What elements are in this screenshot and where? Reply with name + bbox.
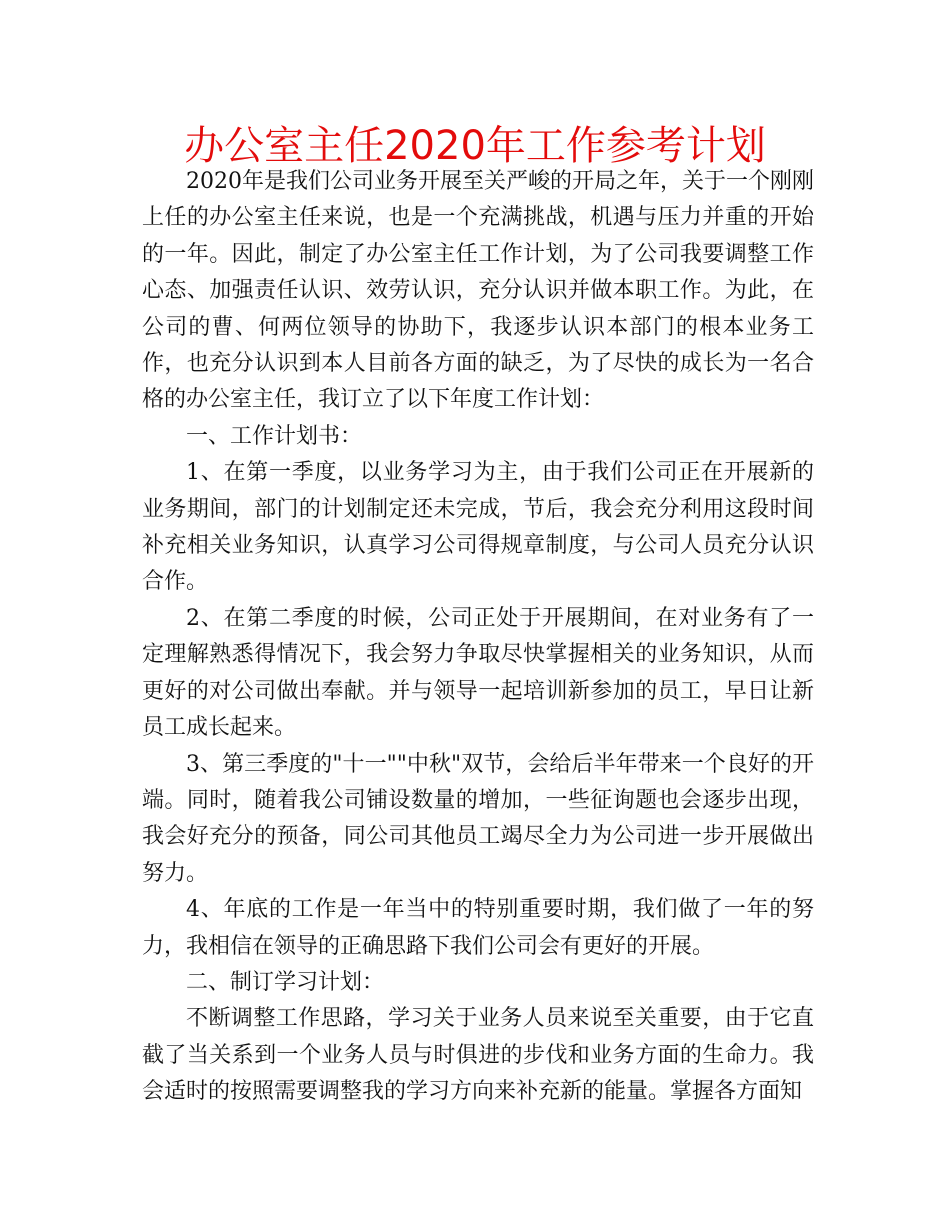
paragraph-q1: 1、在第一季度，以业务学习为主，由于我们公司正在开展新的业务期间，部门的计划制定还未完成，节后，我会充分利用这段时间补充相关业务知识，认真学习公司得规章制度，与公司人员充分认识合作。 bbox=[142, 460, 814, 595]
document-title: 办公室主任2020年工作参考计划 bbox=[184, 123, 766, 169]
paragraph-q3: 3、第三季度的"十一""中秋"双节，会给后半年带来一个良好的开端。同时，随着我公司铺设数量的增加，一些征询题也会逐步出现，我会好充分的预备，同公司其他员工竭尽全力为公司进一步开展做出努力。 bbox=[142, 751, 814, 886]
section-heading-work-plan: 一、工作计划书： bbox=[186, 423, 363, 449]
document-body bbox=[142, 164, 814, 1111]
paragraph-q4: 4、年底的工作是一年当中的特别重要时期，我们做了一年的努力，我相信在领导的正确思路下我们公司会有更好的开展。 bbox=[142, 897, 814, 959]
paragraph-intro: 2020年是我们公司业务开展至关严峻的开局之年，关于一个刚刚上任的办公室主任来说，也是一个充满挑战，机遇与压力并重的开始的一年。因此，制定了办公室主任工作计划，为了公司我要调整工作心态、加强责任认识、效劳认识，充分认识并做本职工作。为此，在公司的曹、何两位领导的协助下，我逐步认识本部门的根本业务工作，也充分认识到本人目前各方面的缺乏，为了尽快的成长为一名合格的办公室主任，我订立了以下年度工作计划： bbox=[142, 169, 814, 413]
paragraph-study: 不断调整工作思路，学习关于业务人员来说至关重要，由于它直截了当关系到一个业务人员与时俱进的步伐和业务方面的生命力。我会适时的按照需要调整我的学习方向来补充新的能量。掌握各方面知 bbox=[142, 1006, 814, 1105]
paragraph-q2: 2、在第二季度的时候，公司正处于开展期间，在对业务有了一定理解熟悉得情况下，我会努力争取尽快掌握相关的业务知识，从而更好的对公司做出奉献。并与领导一起培训新参加的员工，早日让新员工成长起来。 bbox=[142, 605, 814, 741]
section-heading-study-plan: 二、制订学习计划： bbox=[186, 969, 385, 995]
